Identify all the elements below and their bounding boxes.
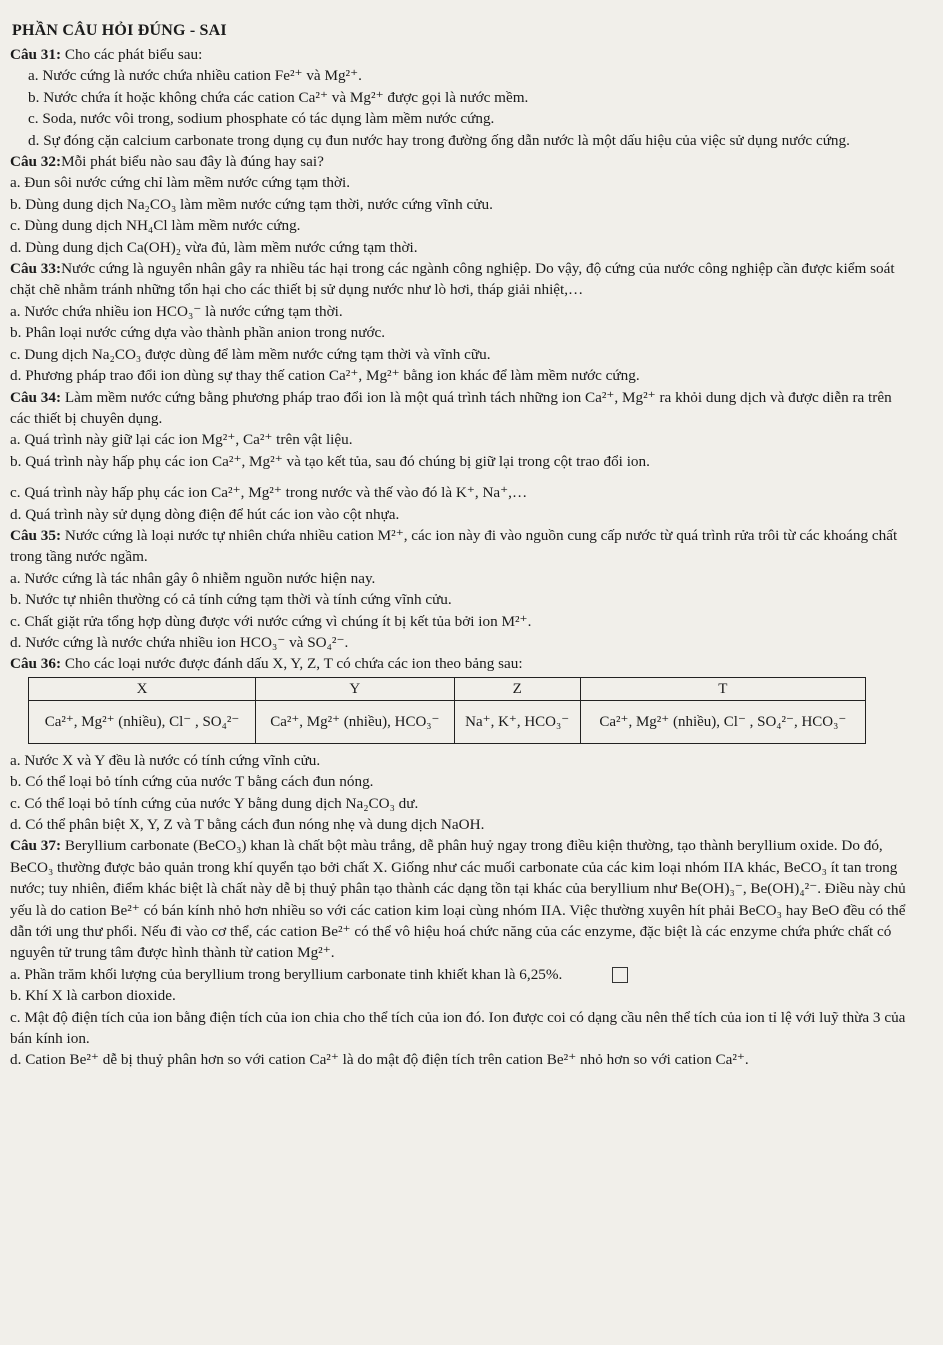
question-stem: Câu 35: Nước cứng là loại nước tự nhiên chứa nhiều cation M²⁺, các ion này đi vào nguồn cung cấp nước từ quá trình rửa trôi từ các khoáng chất trong tầng nước ngầm. bbox=[10, 526, 898, 566]
option-a: a. Nước X và Y đều là nước có tính cứng vĩnh cửu. bbox=[10, 751, 321, 769]
option-a: a. Nước chứa nhiều ion HCO₃⁻ là nước cứng tạm thời. bbox=[10, 302, 343, 320]
question-number: Câu 31: bbox=[10, 46, 62, 63]
question-number: Câu 34: bbox=[10, 388, 62, 406]
table-header: T bbox=[580, 677, 865, 700]
option-b: b. Nước chứa ít hoặc không chứa các cation Ca²⁺ và Mg²⁺ được gọi là nước mềm. bbox=[28, 88, 529, 106]
option-d: d. Sự đóng cặn calcium carbonate trong dụng cụ đun nước hay trong đường ống dẫn nước là một dấu hiệu của việc sử dụng nước cứng. bbox=[28, 131, 850, 149]
question-list bbox=[10, 44, 915, 1071]
question-33 bbox=[10, 258, 915, 386]
question-36 bbox=[10, 653, 915, 835]
section-heading: PHẦN CÂU HỎI ĐÚNG - SAI bbox=[12, 22, 227, 39]
table-cell: Na⁺, K⁺, HCO₃⁻ bbox=[454, 700, 580, 743]
question-35 bbox=[10, 525, 915, 653]
option-d: d. Quá trình này sử dụng dòng điện để hút các ion vào cột nhựa. bbox=[10, 505, 400, 523]
question-34 bbox=[10, 387, 915, 525]
question-stem: Câu 33:Nước cứng là nguyên nhân gây ra nhiều tác hại trong các ngành công nghiệp. Do vậy, độ cứng của nước công nghiệp cần được kiểm soát chặt chẽ nhằm tránh những tổn hại cho các thiết bị sử dụng nước như lò hơi, tháp giải nhiệt,… bbox=[10, 260, 895, 299]
option-a: a. Quá trình này giữ lại các ion Mg²⁺, Ca²⁺ trên vật liệu. bbox=[10, 431, 353, 449]
question-number: Câu 36: bbox=[10, 655, 62, 673]
option-b: b. Dùng dung dịch Na₂CO₃ làm mềm nước cứng tạm thời, nước cứng vĩnh cửu. bbox=[10, 195, 493, 213]
option-c: c. Dùng dung dịch NH₄Cl làm mềm nước cứng. bbox=[10, 217, 301, 235]
spacer bbox=[10, 472, 915, 482]
option-b: b. Quá trình này hấp phụ các ion Ca²⁺, Mg²⁺ và tạo kết tủa, sau đó chúng bị giữ lại trong cột trao đổi ion. bbox=[10, 452, 650, 470]
ion-table bbox=[28, 677, 866, 744]
option-d: d. Cation Be²⁺ dễ bị thuỷ phân hơn so với cation Ca²⁺ là do mật độ điện tích trên cation Be²⁺ nhỏ hơn so với cation Ca²⁺. bbox=[10, 1051, 749, 1069]
option-d: d. Có thể phân biệt X, Y, Z và T bằng cách đun nóng nhẹ và dung dịch NaOH. bbox=[10, 816, 485, 833]
question-number: Câu 33: bbox=[10, 260, 62, 278]
option-c: c. Quá trình này hấp phụ các ion Ca²⁺, Mg²⁺ trong nước và thế vào đó là K⁺, Na⁺,… bbox=[10, 484, 528, 502]
option-c: c. Dung dịch Na₂CO₃ được dùng để làm mềm nước cứng tạm thời và vĩnh cữu. bbox=[10, 345, 491, 363]
table-header: Y bbox=[255, 677, 454, 700]
table-header: Z bbox=[454, 677, 580, 700]
option-a: a. Nước cứng là tác nhân gây ô nhiễm nguồn nước hiện nay. bbox=[10, 569, 376, 587]
question-31 bbox=[10, 44, 915, 151]
option-c: c. Có thể loại bỏ tính cứng của nước Y bằng dung dịch Na₂CO₃ dư. bbox=[10, 794, 419, 812]
table-row bbox=[29, 700, 866, 743]
option-d: d. Nước cứng là nước chứa nhiều ion HCO₃⁻ và SO₄²⁻. bbox=[10, 633, 349, 651]
question-number: Câu 35: bbox=[10, 526, 62, 544]
table-cell: Ca²⁺, Mg²⁺ (nhiều), Cl⁻ , SO₄²⁻, HCO₃⁻ bbox=[580, 700, 865, 743]
option-a: a. Đun sôi nước cứng chỉ làm mềm nước cứng tạm thời. bbox=[10, 174, 351, 192]
question-stem: Câu 32:Mỗi phát biểu nào sau đây là đúng hay sai? bbox=[10, 153, 324, 171]
option-b: b. Có thể loại bỏ tính cứng của nước T bằng cách đun nóng. bbox=[10, 773, 374, 791]
option-a: a. Phần trăm khối lượng của beryllium trong beryllium carbonate tinh khiết khan là 6,25%. bbox=[10, 964, 915, 985]
question-stem: Câu 34: Làm mềm nước cứng bằng phương pháp trao đổi ion là một quá trình tách những ion Ca²⁺, Mg²⁺ ra khỏi dung dịch và được diễn ra trên các thiết bị chuyên dụng. bbox=[10, 388, 892, 427]
question-stem: Câu 36: Cho các loại nước được đánh dấu X, Y, Z, T có chứa các ion theo bảng sau: bbox=[10, 655, 523, 673]
option-c: c. Soda, nước vôi trong, sodium phosphate có tác dụng làm mềm nước cứng. bbox=[28, 110, 495, 128]
question-stem: Câu 37: Beryllium carbonate (BeCO₃) khan là chất bột màu trắng, dễ phân huỷ ngay trong điều kiện thường, tạo thành beryllium oxide. Do đó, BeCO₃ thường được bảo quản trong khí quyển tạo bởi chất X. Giống như các muối carbonate của các kim loại nhóm IIA khác, BeCO₃ ít tan trong nước; tuy nhiên, điểm khác biệt là chất này dễ bị thuỷ phân tạo thành các dạng tồn tại khác của beryllium như Be(OH)₃⁻, Be(OH)₄²⁻. Điều này chủ yếu là do cation Be²⁺ có bán kính nhỏ hơn nhiều so với các cation kim loại cùng nhóm IIA. Việc thường xuyên hít phải BeCO₃ hay BeO đều có thể dẫn tới ung thư phổi. Nếu đi vào cơ thể, các cation Be²⁺ có thể vô hiệu hoá chức năng của các enzyme, đặc biệt là các enzyme chứa phức chất có nguyên tử trung tâm được hình thành từ cation Mg²⁺. bbox=[10, 837, 906, 962]
question-number: Câu 32: bbox=[10, 153, 62, 171]
table-header: X bbox=[29, 677, 256, 700]
option-b: b. Nước tự nhiên thường có cả tính cứng tạm thời và tính cứng vĩnh cửu. bbox=[10, 591, 452, 609]
option-c: c. Chất giặt rửa tổng hợp dùng được với nước cứng vì chúng ít bị kết tủa bởi ion M²⁺. bbox=[10, 612, 532, 630]
question-number: Câu 37: bbox=[10, 837, 62, 855]
question-32 bbox=[10, 151, 915, 258]
option-a: a. Nước cứng là nước chứa nhiều cation Fe²⁺ và Mg²⁺. bbox=[28, 67, 362, 85]
option-d: d. Dùng dung dịch Ca(OH)₂ vừa đủ, làm mềm nước cứng tạm thời. bbox=[10, 238, 418, 256]
table-header-row bbox=[29, 677, 866, 700]
question-stem: Câu 31: Cho các phát biểu sau: bbox=[10, 46, 203, 63]
option-c: c. Mật độ điện tích của ion bằng điện tích của ion chia cho thể tích của ion đó. Ion được coi có dạng cầu nên thể tích của ion tỉ lệ với luỹ thừa 3 của bán kính ion. bbox=[10, 1008, 906, 1048]
option-d: d. Phương pháp trao đổi ion dùng sự thay thế cation Ca²⁺, Mg²⁺ bằng ion khác để làm mềm nước cứng. bbox=[10, 367, 640, 385]
option-b: b. Khí X là carbon dioxide. bbox=[10, 987, 176, 1005]
question-37 bbox=[10, 835, 915, 1070]
option-b: b. Phân loại nước cứng dựa vào thành phần anion trong nước. bbox=[10, 324, 386, 342]
table-cell: Ca²⁺, Mg²⁺ (nhiều), Cl⁻ , SO₄²⁻ bbox=[29, 700, 256, 743]
table-cell: Ca²⁺, Mg²⁺ (nhiều), HCO₃⁻ bbox=[255, 700, 454, 743]
answer-checkbox[interactable] bbox=[612, 967, 628, 983]
